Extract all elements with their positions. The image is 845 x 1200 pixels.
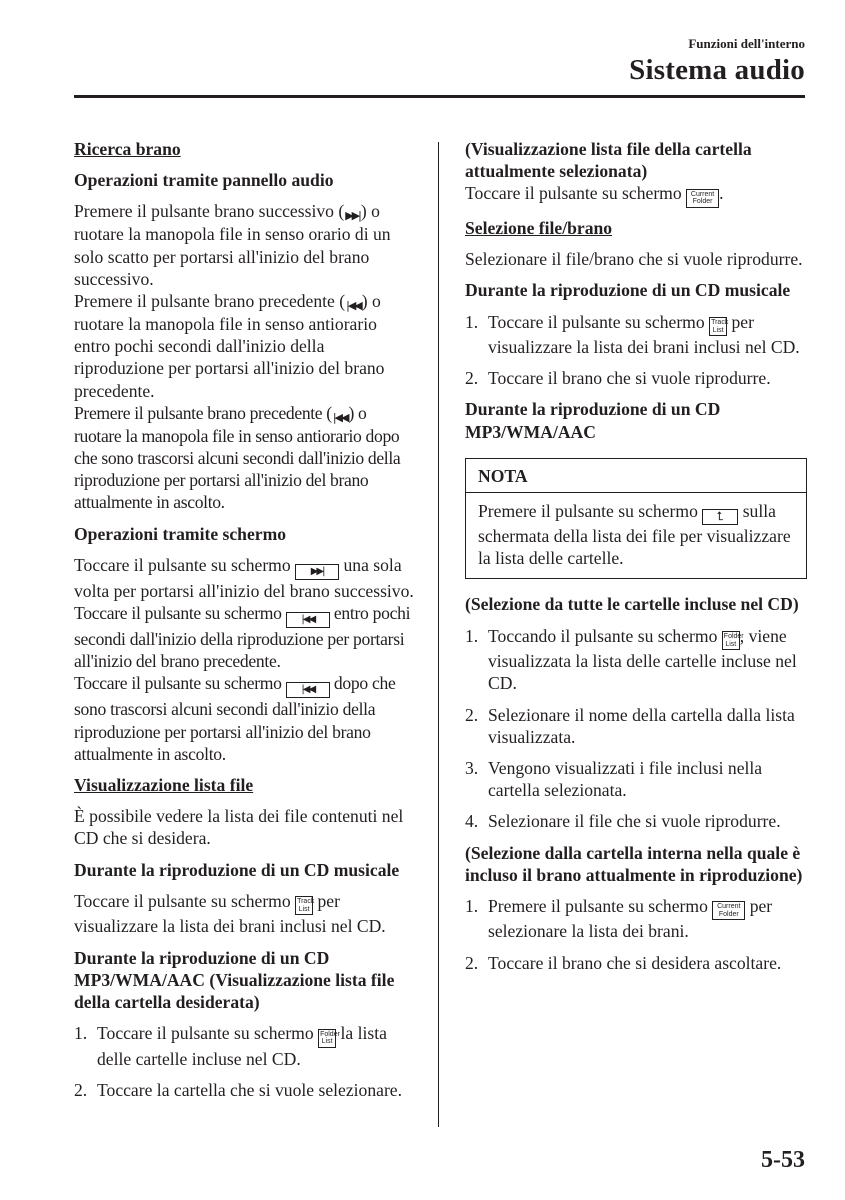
icon-label: Track — [297, 898, 315, 906]
text: Toccare il pulsante su schermo — [488, 311, 705, 332]
cartella-attuale-text — [465, 182, 807, 208]
text: Vengono visualizzati i file inclusi nella cartella selezionata. — [488, 757, 763, 801]
selezione-text: Selezionare il file/brano che si vuole riprodurre. — [465, 249, 803, 270]
prev-track-icon: |◀◀ — [332, 410, 348, 424]
list-item — [465, 757, 807, 801]
next-track-icon: ▶▶| — [345, 209, 360, 223]
list-item — [74, 1022, 414, 1070]
list-item — [465, 704, 807, 748]
list-item — [465, 311, 807, 359]
cd-musicale-heading: Durante la riproduzione di un CD musicale — [465, 280, 791, 301]
text: Selezionare il nome della cartella dalla lista visualizzata. — [488, 704, 795, 747]
text: Toccare il pulsante su schermo — [97, 1023, 314, 1044]
list-item — [465, 952, 807, 974]
prev-track-screen-button-icon: |◀◀ — [286, 682, 330, 698]
paragraph-next-track — [74, 200, 414, 290]
icon-label: Folder — [718, 910, 739, 918]
step-number: 4. — [465, 811, 479, 832]
current-folder-icon — [712, 901, 745, 920]
page-number: 5-53 — [761, 1147, 805, 1173]
step-number: 2. — [74, 1079, 88, 1100]
note-body — [466, 493, 806, 578]
text: Toccando il pulsante su schermo — [488, 625, 718, 646]
left-column — [74, 138, 414, 1110]
text: Toccare il pulsante su schermo — [74, 673, 282, 694]
right-column — [465, 138, 807, 983]
text: Toccare la cartella che si vuole selezionare. — [97, 1079, 403, 1100]
track-list-icon — [295, 896, 313, 915]
page-title: Sistema audio — [629, 54, 805, 86]
text: Toccare il brano che si vuole riprodurre. — [488, 368, 771, 389]
text: per visualizzare la lista dei brani inclusi nel CD. — [488, 311, 800, 358]
folder-list-icon — [722, 631, 744, 650]
step-number: 1. — [465, 311, 479, 332]
step-number: 2. — [465, 952, 479, 973]
text: una sola volta per portarsi all'inizio del brano successivo. — [74, 554, 414, 601]
current-folder-icon — [686, 189, 719, 208]
text: Premere il pulsante su schermo — [488, 895, 708, 916]
cartella-attuale-heading: (Visualizzazione lista file della cartella attualmente selezionata) — [465, 139, 752, 182]
cd-mp3-heading: Durante la riproduzione di un CD MP3/WMA/AAC — [465, 399, 721, 442]
text: Toccare il pulsante su schermo — [74, 603, 282, 624]
tutte-steps-list — [465, 625, 807, 833]
header-rule — [74, 95, 805, 98]
cd-musicale-text — [74, 890, 414, 938]
note-heading: NOTA — [466, 459, 806, 493]
text: la lista delle cartelle incluse nel CD. — [97, 1023, 387, 1069]
next-track-screen-button-icon: ▶▶| — [295, 564, 339, 580]
lista-file-text: È possibile vedere la lista dei file contenuti nel CD che si desidera. — [74, 806, 404, 849]
mp3-steps-list — [74, 1022, 414, 1101]
text: Premere il pulsante brano successivo ( — [74, 201, 345, 222]
step-number: 3. — [465, 757, 479, 778]
section-label: Funzioni dell'interno — [688, 36, 805, 51]
text: Selezionare il file che si vuole riprodurre. — [488, 811, 781, 832]
icon-label: Folder — [723, 633, 744, 641]
list-item — [465, 810, 807, 832]
text: entro pochi secondi dall'inizio della riproduzione per portarsi all'inizio del brano precedente. — [74, 603, 411, 672]
cd-steps-list — [465, 311, 807, 390]
text: dopo che sono trascorsi alcuni secondi dall'inizio della riproduzione per portarsi all'inizio del brano attualmente in ascolto. — [74, 673, 396, 764]
interna-steps-list — [465, 895, 807, 974]
text: Premere il pulsante su schermo — [478, 501, 698, 522]
step-number: 2. — [465, 368, 479, 389]
text: sulla schermata della lista dei file per visualizzare la lista delle cartelle. — [478, 501, 791, 569]
paragraph-screen-restart — [74, 672, 414, 765]
list-item — [74, 1079, 414, 1101]
text: Toccare il pulsante su schermo — [74, 554, 291, 575]
text: , viene visualizzata la lista delle cartelle incluse nel CD. — [488, 625, 797, 694]
icon-label: Current — [690, 190, 715, 198]
icon-label: Folder — [692, 198, 713, 206]
icon-label: Folder — [320, 1030, 340, 1038]
text: Toccare il brano che si desidera ascoltare. — [488, 952, 782, 973]
step-number: 2. — [465, 704, 479, 725]
folder-list-icon — [318, 1029, 340, 1048]
text: . — [719, 183, 724, 204]
lista-file-heading: Visualizzazione lista file — [74, 775, 254, 796]
paragraph-screen-prev — [74, 602, 414, 672]
icon-label: List — [321, 1038, 333, 1046]
list-item — [465, 367, 807, 389]
cartella-interna-heading: (Selezione dalla cartella interna nella quale è incluso il brano attualmente in riproduzione) — [465, 842, 803, 885]
icon-label: Current — [717, 903, 741, 911]
text: per selezionare la lista dei brani. — [488, 895, 773, 942]
paragraph-screen-next — [74, 554, 414, 602]
cd-mp3-heading: Durante la riproduzione di un CD MP3/WMA/AAC (Visualizzazione lista file della cartella desiderata) — [74, 947, 395, 1012]
step-number: 1. — [465, 895, 479, 916]
step-number: 1. — [74, 1023, 88, 1044]
selezione-heading: Selezione file/brano — [465, 217, 613, 238]
paragraph-restart-track — [74, 402, 414, 514]
text: ) o ruotare la manopola file in senso orario di un solo scatto per portarsi all'inizio del brano successivo. — [74, 201, 391, 289]
text: Toccare il pulsante su schermo — [465, 183, 682, 204]
icon-label: Track — [711, 319, 729, 327]
icon-label: List — [725, 640, 737, 648]
icon-label: List — [298, 905, 310, 913]
icon-label: List — [712, 326, 724, 334]
list-item — [465, 895, 807, 943]
text: Toccare il pulsante su schermo — [74, 890, 291, 911]
paragraph-prev-track — [74, 290, 414, 402]
list-item — [465, 625, 807, 695]
tutte-cartelle-heading: (Selezione da tutte le cartelle incluse nel CD) — [465, 594, 799, 615]
prev-track-screen-button-icon: |◀◀ — [286, 612, 330, 628]
back-arrow-icon: ⮤ — [702, 509, 738, 525]
text: ) o ruotare la manopola file in senso antiorario dopo che sono trascorsi alcuni secondi dall'inizio della riproduzione per portarsi all'inizio del brano attualmente in ascolto. — [74, 402, 401, 513]
cd-musicale-heading: Durante la riproduzione di un CD musicale — [74, 859, 400, 880]
note-box — [465, 458, 807, 580]
prev-track-icon: |◀◀ — [346, 299, 361, 313]
text: Premere il pulsante brano precedente ( — [74, 291, 346, 312]
schermo-heading: Operazioni tramite schermo — [74, 523, 287, 544]
text: ) o ruotare la manopola file in senso antiorario entro pochi secondi dall'inizio della riproduzione per portarsi all'inizio del brano precedente. — [74, 291, 385, 401]
column-divider — [438, 142, 439, 1127]
ricerca-brano-heading: Ricerca brano — [74, 139, 181, 159]
text: per visualizzare la lista dei brani inclusi nel CD. — [74, 890, 386, 937]
text: Premere il pulsante brano precedente ( — [74, 402, 332, 423]
pannello-audio-heading: Operazioni tramite pannello audio — [74, 170, 334, 191]
step-number: 1. — [465, 625, 479, 646]
track-list-icon — [709, 317, 727, 336]
